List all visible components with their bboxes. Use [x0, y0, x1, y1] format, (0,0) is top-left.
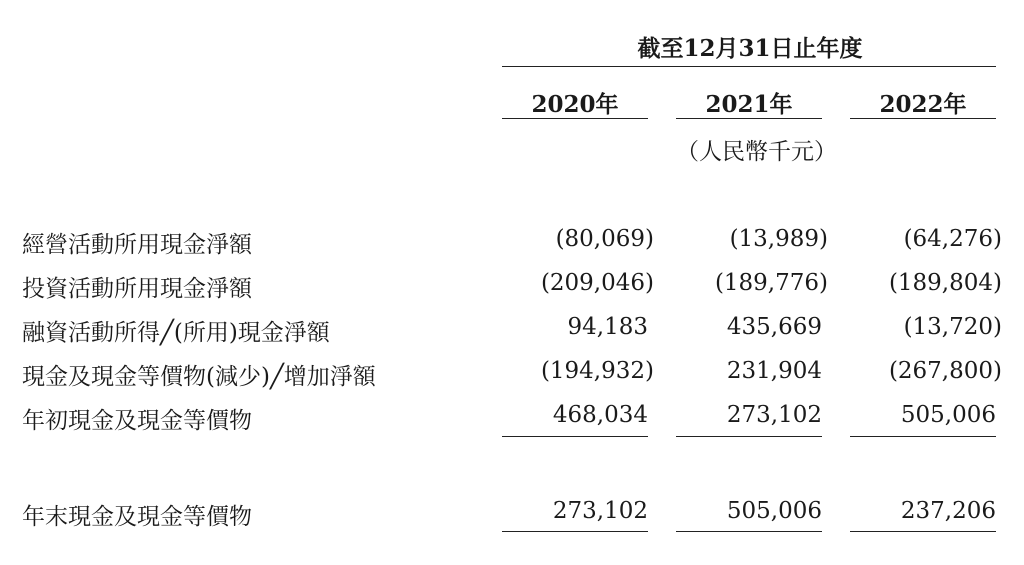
row-value-2022: (267,800) — [888, 358, 1002, 384]
total-rule-2022 — [850, 531, 996, 532]
row-label: 投資活動所用現金淨額 — [22, 276, 252, 302]
total-value-2021: 505,006 — [726, 498, 822, 524]
row-value-2021: (13,989) — [729, 226, 828, 252]
total-value-2020: 273,102 — [552, 498, 648, 524]
row-label: 年初現金及現金等價物 — [22, 408, 252, 434]
row-value-2020: (209,046) — [540, 270, 654, 296]
row-label: 經營活動所用現金淨額 — [22, 232, 252, 258]
year-header-2022: 2022年 — [879, 91, 967, 118]
row-value-2022: 505,006 — [900, 402, 996, 428]
row-label: 現金及現金等價物(減少)╱增加淨額 — [22, 364, 376, 390]
subtotal-rule-2022 — [850, 436, 996, 437]
currency-unit: （人民幣千元） — [676, 139, 837, 165]
subtotal-rule-2020 — [502, 436, 648, 437]
row-label: 融資活動所得╱(所用)現金淨額 — [22, 320, 330, 346]
row-value-2021: (189,776) — [714, 270, 828, 296]
period-header: 截至12月31日止年度 — [637, 35, 863, 62]
period-header-rule — [502, 66, 996, 67]
year-header-rule-2022 — [850, 118, 996, 119]
total-value-2022: 237,206 — [900, 498, 996, 524]
subtotal-rule-2021 — [676, 436, 822, 437]
row-value-2021: 435,669 — [726, 314, 822, 340]
row-value-2020: 468,034 — [552, 402, 648, 428]
year-header-2020: 2020年 — [531, 91, 619, 118]
row-value-2022: (189,804) — [888, 270, 1002, 296]
row-value-2021: 273,102 — [726, 402, 822, 428]
row-value-2022: (13,720) — [903, 314, 1002, 340]
row-value-2021: 231,904 — [726, 358, 822, 384]
row-value-2020: 94,183 — [567, 314, 648, 340]
total-label: 年末現金及現金等價物 — [22, 504, 252, 530]
row-value-2020: (80,069) — [555, 226, 654, 252]
row-value-2022: (64,276) — [903, 226, 1002, 252]
total-rule-2021 — [676, 531, 822, 532]
year-header-2021: 2021年 — [705, 91, 793, 118]
row-value-2020: (194,932) — [540, 358, 654, 384]
year-header-rule-2021 — [676, 118, 822, 119]
total-rule-2020 — [502, 531, 648, 532]
year-header-rule-2020 — [502, 118, 648, 119]
